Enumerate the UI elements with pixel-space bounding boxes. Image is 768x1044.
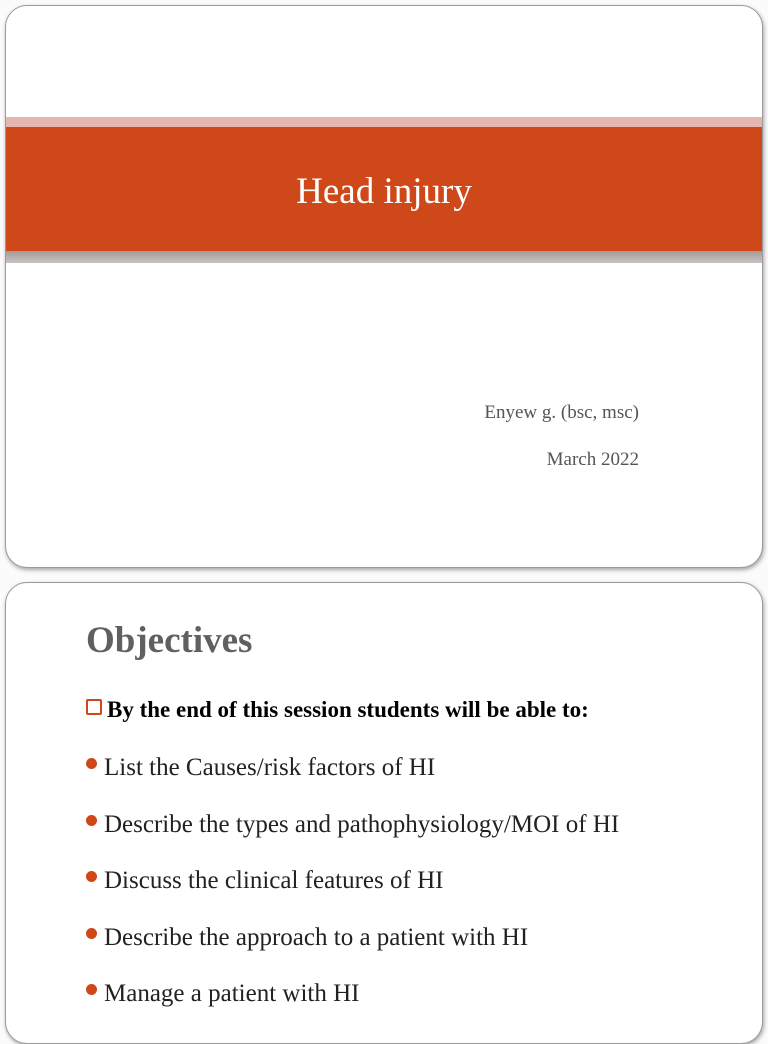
list-item: [86, 810, 619, 867]
author-line: Enyew g. (bsc, msc): [484, 402, 639, 423]
list-item: [86, 753, 619, 810]
title-band-shadow: [6, 251, 762, 263]
list-item-text: Discuss the clinical features of HI: [104, 867, 444, 894]
bullet-dot-icon: [86, 815, 97, 826]
list-item: [86, 866, 619, 923]
date-line: March 2022: [546, 449, 639, 470]
bullet-dot-icon: [86, 928, 97, 939]
title-band-highlight: [6, 117, 762, 127]
title-slide: [5, 5, 763, 568]
list-item-text: Manage a patient with HI: [104, 980, 360, 1007]
objectives-slide: [5, 582, 763, 1044]
list-item: [86, 979, 619, 1036]
bullet-dot-icon: [86, 758, 97, 769]
list-item-text: Describe the types and pathophysiology/MOI of HI: [104, 810, 620, 838]
objectives-list: [86, 753, 619, 1036]
checkbox-icon: [86, 699, 102, 715]
bullet-dot-icon: [86, 984, 97, 995]
slide-title: Head injury: [296, 171, 472, 212]
list-item: [86, 923, 619, 980]
list-item-text: Describe the approach to a patient with HI: [104, 923, 529, 951]
slide-heading: Objectives: [86, 620, 253, 661]
list-item-text: List the Causes/risk factors of HI: [104, 754, 436, 781]
bullet-dot-icon: [86, 871, 97, 882]
lead-statement: [86, 696, 589, 724]
lead-text: By the end of this session students will be able to:: [107, 697, 589, 722]
